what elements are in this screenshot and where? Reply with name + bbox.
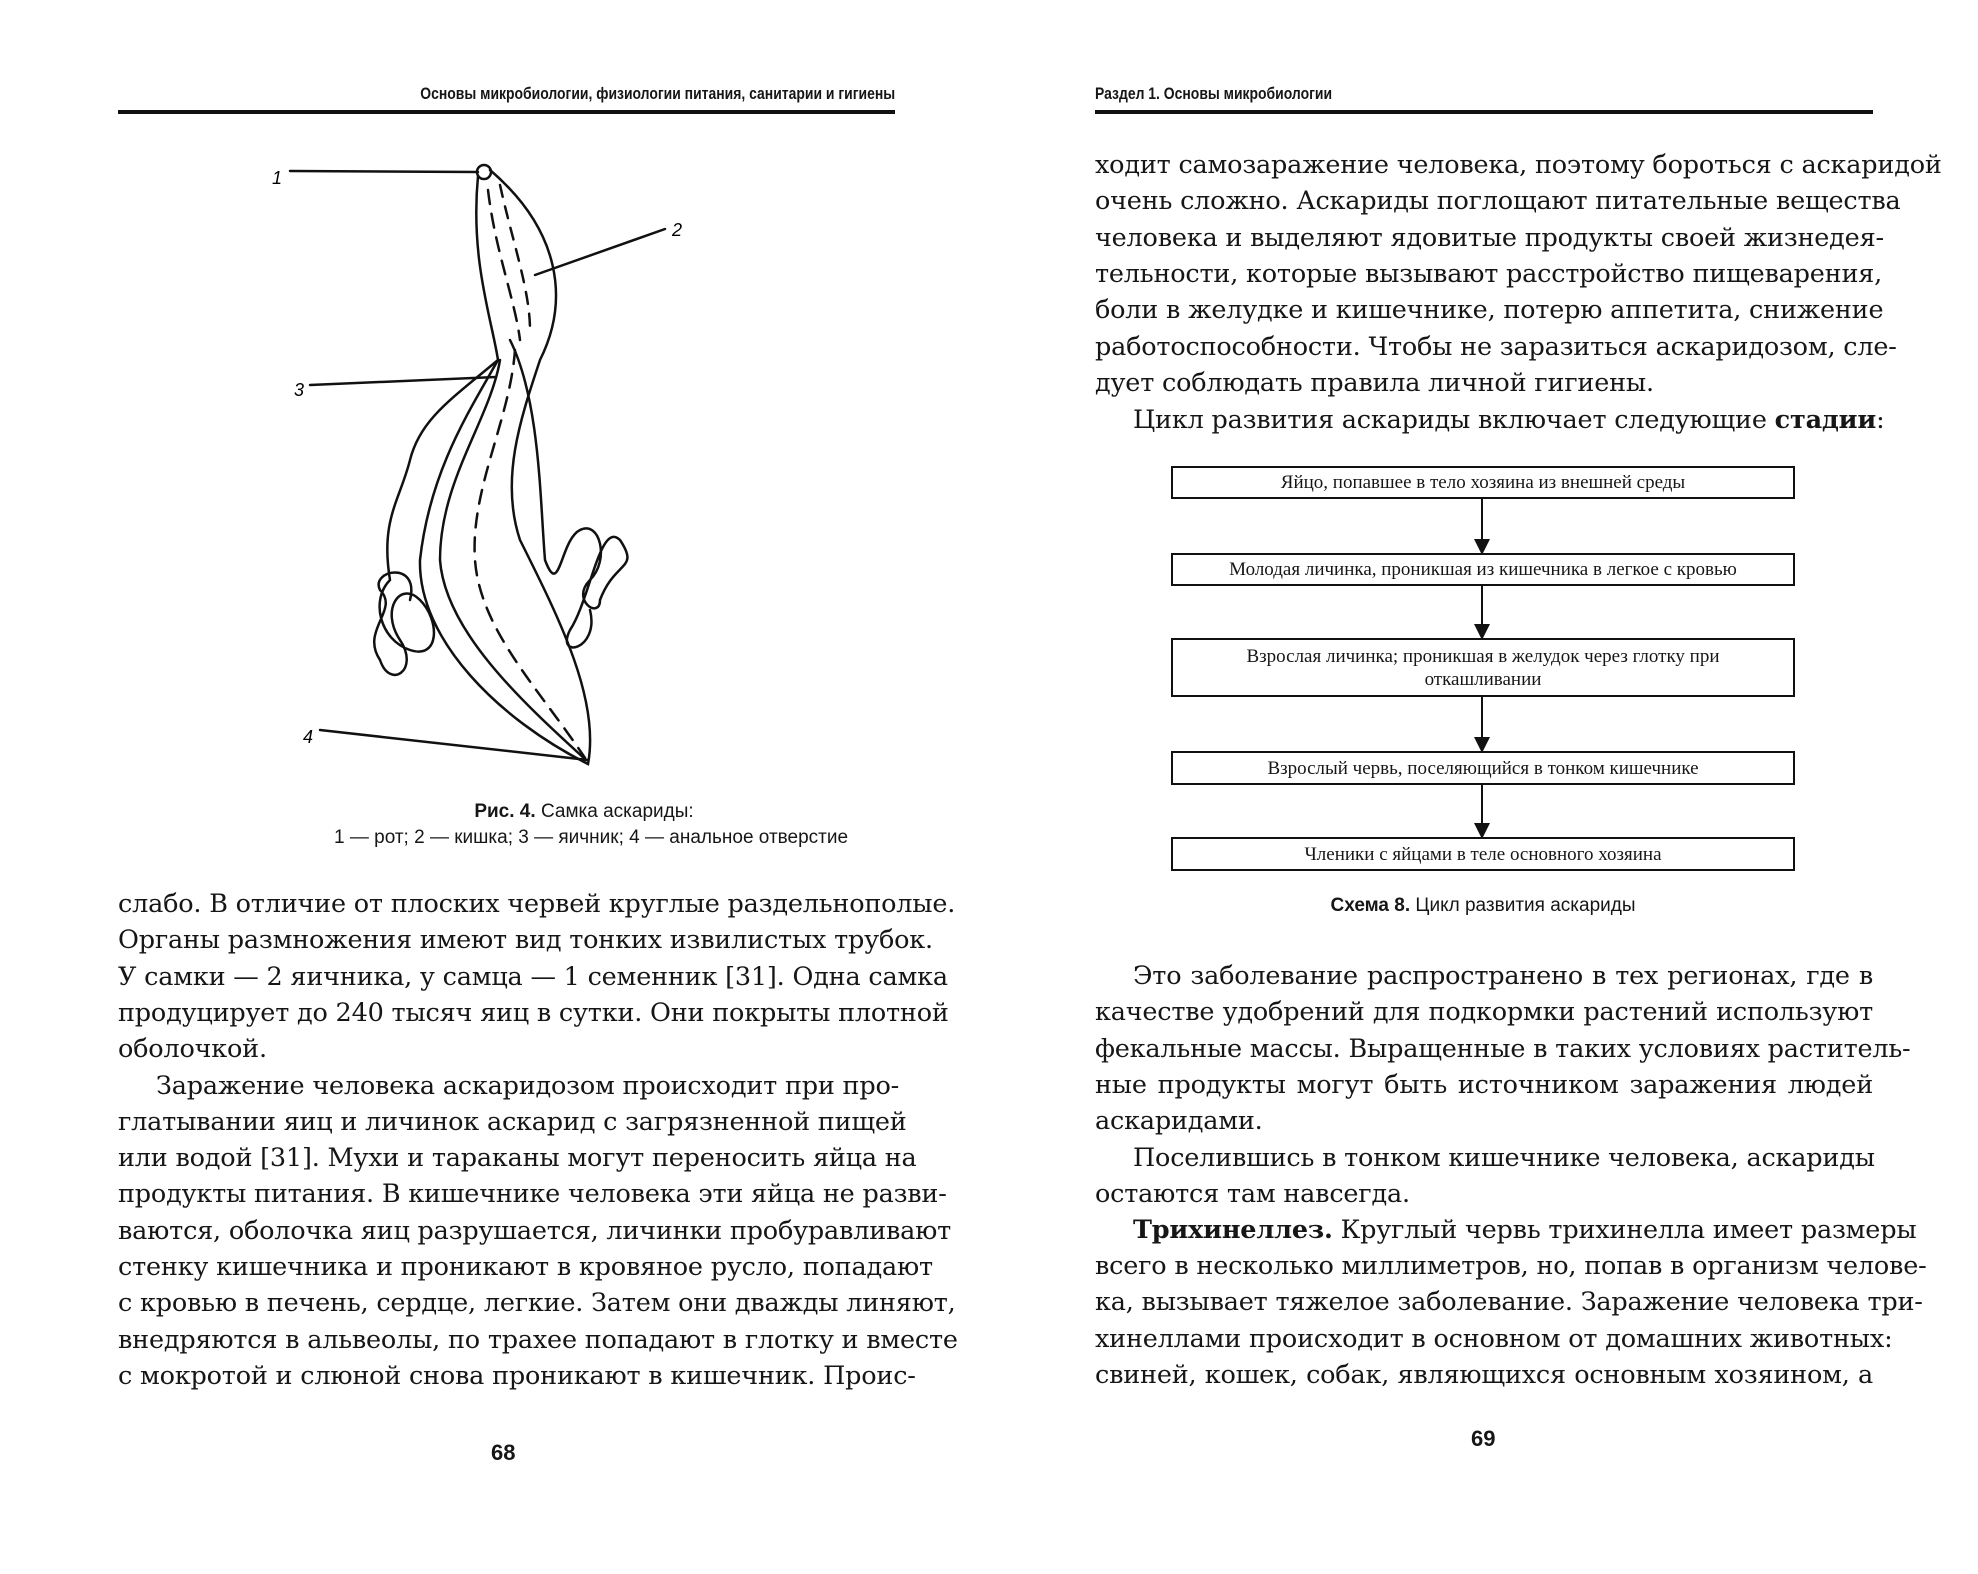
text-line: или водой [31]. Мухи и тараканы могут переносить яйца на bbox=[118, 1143, 917, 1174]
text-line: оболочкой. bbox=[118, 1034, 267, 1065]
trichinellosis-text: Круглый червь трихинелла имеет размеры bbox=[1332, 1215, 1917, 1245]
scheme-caption-number: Схема 8. bbox=[1330, 895, 1411, 916]
figure-label-2: 2 bbox=[672, 220, 683, 240]
trichinellosis-heading: Трихинеллез. bbox=[1133, 1215, 1333, 1245]
text-line: ходит самозаражение человека, поэтому бороться с аскаридой bbox=[1095, 150, 1942, 180]
scheme-caption-text: Цикл развития аскариды bbox=[1415, 895, 1636, 916]
left-header-rule bbox=[118, 110, 895, 114]
text-line: хинеллами происходит в основном от домашних животных: bbox=[1095, 1323, 1893, 1354]
right-page-number: 69 bbox=[1471, 1426, 1496, 1451]
arrow-down-icon bbox=[1481, 697, 1483, 751]
scheme-caption bbox=[1283, 895, 1683, 917]
text-line: ные продукты могут быть источником заражения людей bbox=[1095, 1069, 1873, 1100]
text-line: внедряются в альвеолы, по трахее попадают в глотку и вместе bbox=[118, 1324, 958, 1355]
arrow-down-icon bbox=[1481, 785, 1483, 837]
text-line: слабо. В отличие от плоских червей круглые раздельнополые. bbox=[118, 889, 956, 919]
stages-intro-end: : bbox=[1876, 405, 1885, 435]
stages-intro-bold: стадии bbox=[1774, 405, 1877, 435]
text-line: очень сложно. Аскариды поглощают питательные вещества bbox=[1095, 186, 1901, 217]
ascaris-figure bbox=[260, 150, 683, 780]
figure-label-3: 3 bbox=[294, 380, 305, 400]
label-line-1 bbox=[290, 171, 478, 172]
figure-label-1: 1 bbox=[272, 168, 283, 188]
text-line: стенку кишечника и проникают в кровяное русло, попадают bbox=[118, 1252, 933, 1282]
text-line: тельности, которые вызывают расстройство пищеварения, bbox=[1095, 258, 1883, 289]
text-line: с мокротой и слюной снова проникают в кишечник. Проис- bbox=[118, 1360, 916, 1391]
text-line: Органы размножения имеют вид тонких извилистых трубок. bbox=[118, 925, 933, 956]
figure-caption-title bbox=[384, 801, 784, 823]
figure-caption-text: Самка аскариды: bbox=[540, 801, 694, 822]
label-line-2 bbox=[535, 229, 665, 275]
scheme-step-2: Молодая личинка, проникшая из кишечника в легкое с кровью bbox=[1171, 553, 1795, 586]
stages-intro-text: Цикл развития аскариды включает следующие bbox=[1133, 405, 1775, 435]
text-line: аскаридами. bbox=[1095, 1106, 1263, 1137]
text-line: продуцирует до 240 тысяч яиц в сутки. Они покрыты плотной bbox=[118, 997, 949, 1028]
text-line: человека и выделяют ядовитые продукты своей жизнедея- bbox=[1095, 222, 1884, 253]
text-line: Поселившись в тонком кишечнике человека, аскариды bbox=[1133, 1142, 1875, 1173]
text-line: дует соблюдать правила личной гигиены. bbox=[1095, 367, 1654, 398]
left-running-header: Основы микробиологии, физиологии питания, санитарии и гигиены bbox=[420, 84, 895, 103]
figure-caption-number: Рис. 4. bbox=[474, 801, 536, 822]
stages-intro bbox=[1133, 402, 1885, 438]
text-line: Это заболевание распространено в тех регионах, где в bbox=[1133, 961, 1873, 991]
text-line: фекальные массы. Выращенные в таких условиях раститель- bbox=[1095, 1033, 1911, 1064]
scheme-step-4: Взрослый червь, поселяющийся в тонком кишечнике bbox=[1171, 751, 1795, 785]
text-line: ваются, оболочка яиц разрушается, личинки пробуравливают bbox=[118, 1215, 952, 1246]
right-header-rule bbox=[1095, 110, 1873, 114]
text-line: Заражение человека аскаридозом происходит при про- bbox=[156, 1070, 900, 1101]
worm-body bbox=[420, 170, 590, 764]
text-line: глатывании яиц и личинок аскарид с загрязненной пищей bbox=[118, 1106, 907, 1137]
scheme-step-5: Членики с яйцами в теле основного хозяина bbox=[1171, 837, 1795, 871]
text-line: всего в несколько миллиметров, но, попав в организм челове- bbox=[1095, 1251, 1927, 1281]
left-page-number: 68 bbox=[491, 1440, 516, 1465]
text-line: качестве удобрений для подкормки растений используют bbox=[1095, 997, 1873, 1028]
label-line-4 bbox=[320, 730, 588, 760]
text-line: продукты питания. В кишечнике человека эти яйца не разви- bbox=[118, 1179, 947, 1210]
text-line: работоспособности. Чтобы не заразиться аскаридозом, сле- bbox=[1095, 331, 1897, 362]
text-line: остаются там навсегда. bbox=[1095, 1178, 1410, 1209]
scheme-step-1: Яйцо, попавшее в тело хозяина из внешней среды bbox=[1171, 466, 1795, 499]
text-line: ка, вызывает тяжелое заболевание. Заражение человека три- bbox=[1095, 1287, 1923, 1318]
text-line: У самки — 2 яичника, у самца — 1 семенник [31]. Одна самка bbox=[118, 961, 948, 992]
text-line: свиней, кошек, собак, являющихся основным хозяином, а bbox=[1095, 1359, 1873, 1390]
arrow-down-icon bbox=[1481, 499, 1483, 553]
right-running-header: Раздел 1. Основы микробиологии bbox=[1095, 84, 1333, 103]
figure-caption-legend: 1 — рот; 2 — кишка; 3 — яичник; 4 — анальное отверстие bbox=[334, 827, 849, 848]
scheme-step-3: Взрослая личинка; проникшая в желудок через глотку при откашливании bbox=[1171, 638, 1795, 697]
trichinellosis-first-line bbox=[1133, 1212, 1917, 1248]
text-line: с кровью в печень, сердце, легкие. Затем они дважды линяют, bbox=[118, 1288, 956, 1319]
arrow-down-icon bbox=[1481, 586, 1483, 638]
text-line: боли в желудке и кишечнике, потерю аппетита, снижение bbox=[1095, 295, 1884, 326]
figure-label-4: 4 bbox=[303, 727, 314, 747]
